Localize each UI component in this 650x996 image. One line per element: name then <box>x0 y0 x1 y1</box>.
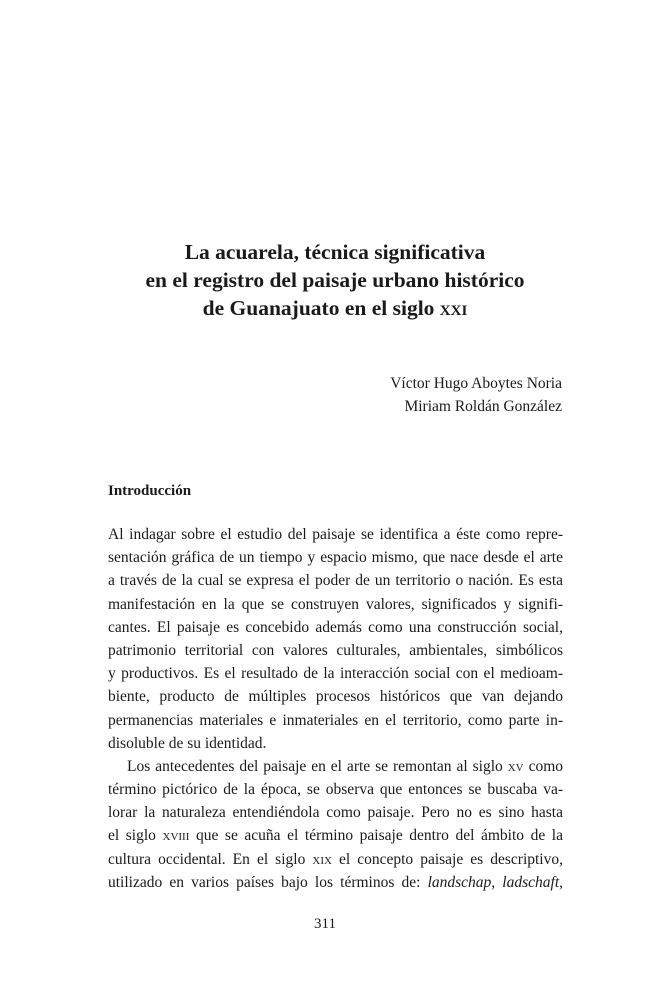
authors-block <box>390 372 562 418</box>
text-line <box>108 848 563 871</box>
text-line: Al indagar sobre el estudio del paisaje se identifica a éste como repre- <box>108 526 563 543</box>
author-name: Víctor Hugo Aboytes Noria <box>390 375 562 392</box>
text-line: a través de la cual se expresa el poder de un territorio o nación. Es esta <box>108 572 563 590</box>
text-fragment: el siglo <box>108 827 163 845</box>
text-fragment: Los antecedentes del paisaje en el arte se remontan al siglo <box>127 757 508 775</box>
italic-terms: landschap, ladschaft, <box>427 873 564 891</box>
text-fragment: que se acuña el término paisaje dentro del ámbito de la <box>189 827 563 845</box>
title-line-1: La acuarela, técnica significativa <box>184 240 486 264</box>
text-line: permanencias materiales e inmateriales en el territorio, como parte in- <box>108 711 563 729</box>
chapter-title <box>100 238 570 322</box>
body-text <box>108 523 563 894</box>
text-line: patrimonio territorial con valores culturales, ambientales, simbólicos <box>108 641 563 659</box>
title-line-3 <box>100 294 570 322</box>
paragraph-1 <box>108 523 563 755</box>
century-numeral: xviii <box>162 827 190 845</box>
title-line-3-text: de Guanajuato en el siglo <box>202 296 440 320</box>
text-line: término pictórico de la época, se observa que entonces se buscaba va- <box>108 781 563 799</box>
title-century: xxi <box>439 296 468 320</box>
text-line: disoluble de su identidad. <box>108 734 267 752</box>
text-fragment: cultura occidental. En el siglo <box>108 850 313 868</box>
text-line <box>108 871 563 894</box>
author-name: Miriam Roldán González <box>404 398 562 415</box>
section-heading: Introducción <box>108 483 192 499</box>
text-line: lorar la naturaleza entendiéndola como paisaje. Pero no es sino hasta <box>108 804 563 822</box>
text-fragment: el concepto paisaje es descriptivo, <box>331 850 563 868</box>
text-line: sentación gráfica de un tiempo y espacio mismo, que nace desde el arte <box>108 549 563 567</box>
text-line: biente, producto de múltiples procesos históricos que van dejando <box>108 688 563 706</box>
century-numeral: xix <box>312 850 332 868</box>
text-line: cantes. El paisaje es concebido además como una construcción social, <box>108 618 563 636</box>
text-line: y productivos. Es el resultado de la interacción social con el medioam- <box>108 665 563 683</box>
page-number: 311 <box>314 916 336 932</box>
text-line <box>108 824 563 847</box>
paragraph-2 <box>108 755 563 894</box>
text-fragment: utilizado en varios países bajo los términos de: <box>108 873 428 891</box>
century-numeral: xv <box>507 757 524 775</box>
text-line: manifestación en la que se construyen valores, significados y signifi- <box>108 595 563 613</box>
text-line <box>108 755 563 778</box>
title-line-2: en el registro del paisaje urbano histórico <box>145 268 525 292</box>
text-fragment: como <box>523 757 563 775</box>
